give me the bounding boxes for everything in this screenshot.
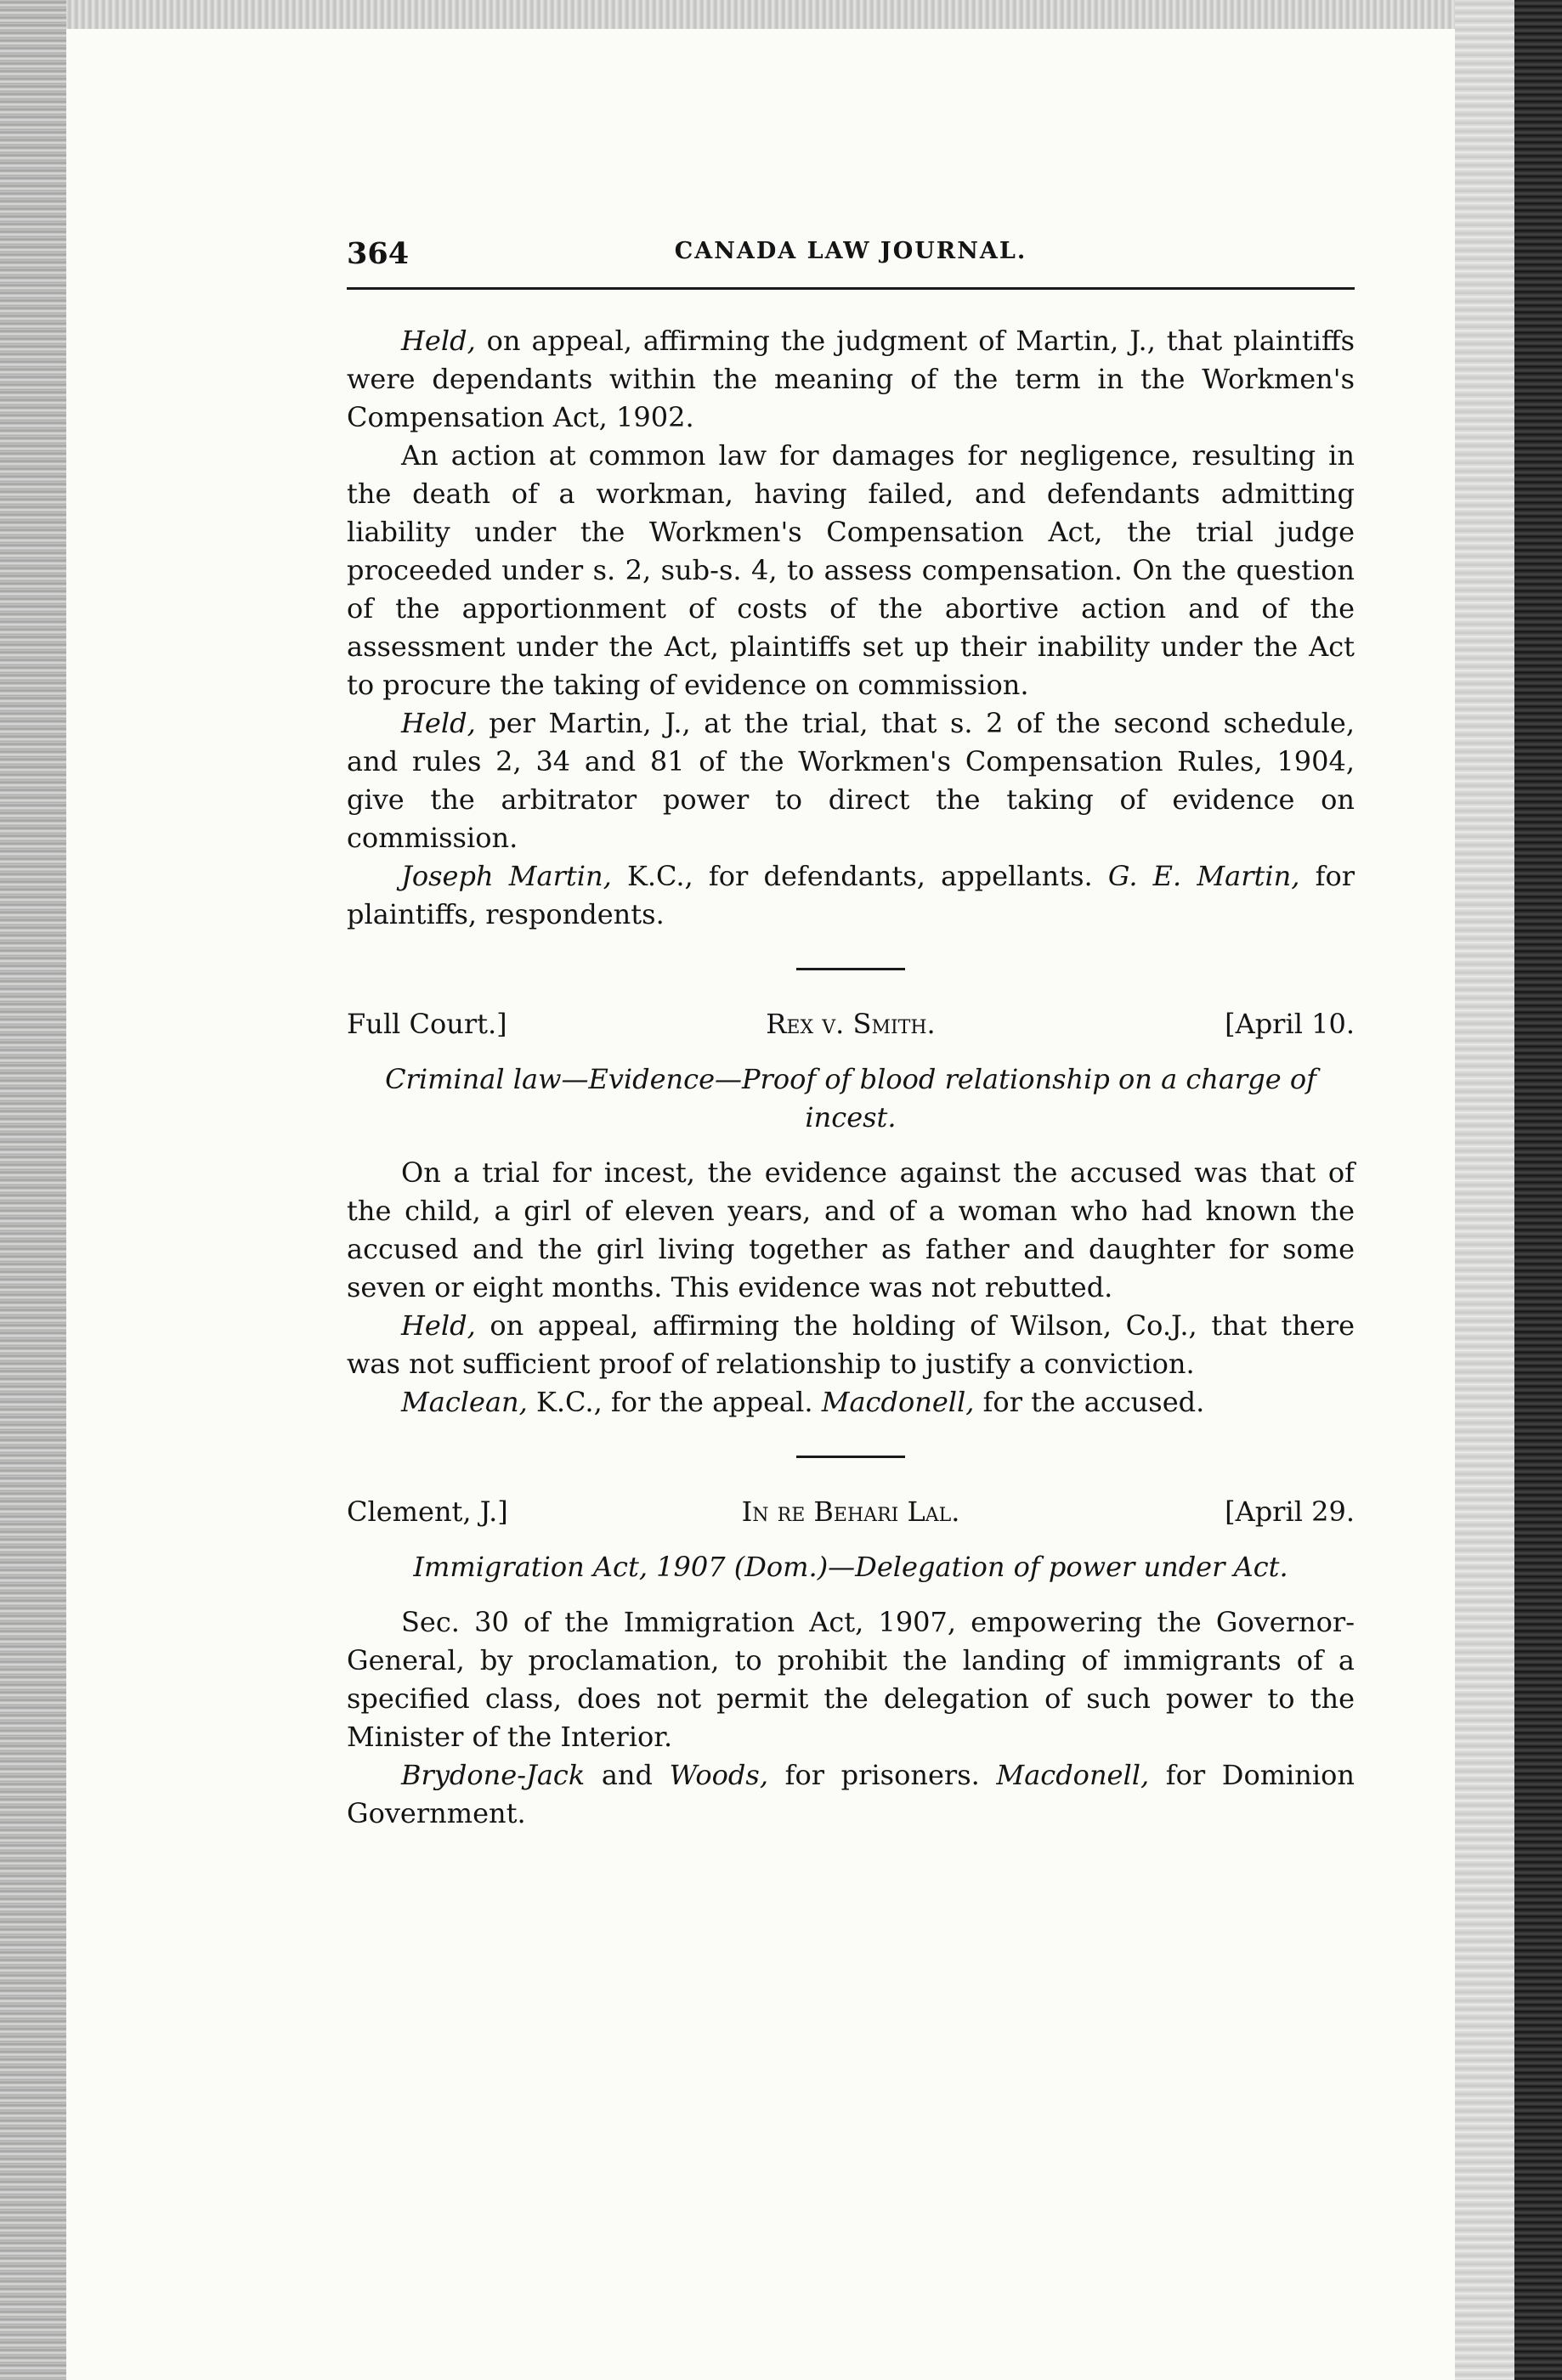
counsel-role: for the accused. [974,1386,1205,1418]
counsel-name: Woods, [669,1759,768,1791]
counsel-role: and [585,1759,670,1791]
counsel-paragraph [347,1383,1355,1422]
case-heading [347,1495,1355,1536]
counsel-paragraph [347,857,1355,934]
counsel-role: for Dominion Government. [347,1759,1355,1829]
counsel-name: Macdonell, [996,1759,1150,1791]
held-text: on appeal, affirming the judgment of Martin, J., that plaintiffs were dependants within the meaning of the term in the Workmen's Compensation Act, 1902. [347,325,1355,433]
page-content [347,236,1355,1833]
case-title: Rex v. Smith. [766,1008,936,1040]
counsel-name: Maclean, [401,1386,528,1418]
counsel-role: K.C., for defendants, appellants. [611,860,1108,892]
held-text: per Martin, J., at the trial, that s. 2 of the second schedule, and rules 2, 34 and 81 of the Workmen's Compensation Rules, 1904, give the arbitrator power to direct the taking of evidence on commission. [347,707,1355,854]
page-edge-right-shadow [1455,0,1514,2380]
case-date: [April 29. [1225,1495,1355,1528]
held-label: Held, [401,325,476,357]
counsel-paragraph [347,1756,1355,1833]
case-date: [April 10. [1225,1008,1355,1040]
page-edge-left-scan-noise [0,0,66,2380]
running-head [347,236,1355,290]
counsel-name: Macdonell, [821,1386,975,1418]
page-edge-right-binding [1514,0,1562,2380]
court-name: Clement, J.] [347,1495,508,1528]
held-paragraph-1 [347,322,1355,437]
body-paragraph: Sec. 30 of the Immigration Act, 1907, empowering the Governor-General, by proclamation, to prohibit the landing of immigrants of a specified class, does not permit the delegation of such power to the Minister of the Interior. [347,1606,1355,1753]
held-label: Held, [401,1309,476,1342]
held-paragraph-2 [347,704,1355,857]
counsel-name: Joseph Martin, [401,860,612,892]
case-heading [347,1008,1355,1049]
counsel-role: K.C., for the appeal. [527,1386,822,1418]
held-label: Held, [401,707,476,739]
counsel-name: G. E. Martin, [1107,860,1300,892]
case-catchwords: Immigration Act, 1907 (Dom.)—Delegation of power under Act. [413,1551,1288,1583]
counsel-name: Brydone-Jack [401,1759,586,1791]
journal-title: CANADA LAW JOURNAL. [674,238,1027,264]
page-number: 364 [347,236,410,271]
case-catchwords: Criminal law—Evidence—Proof of blood relationship on a charge of incest. [385,1063,1316,1133]
held-text: on appeal, affirming the holding of Wilson, Co.J., that there was not sufficient proof of relationship to justify a conviction. [347,1309,1355,1380]
case-title: In re Behari Lal. [741,1495,960,1528]
body-paragraph: An action at common law for damages for negligence, resulting in the death of a workman, having failed, and defendants admitting liability under the Workmen's Compensation Act, the trial judge proceeded under s. 2, sub-s. 4, to assess compensation. On the question of the apportionment of costs of the abortive action and of the assessment under the Act, plaintiffs set up their inability under the Act to procure the taking of evidence on commission. [347,439,1355,701]
page-edge-top-scan-noise [66,0,1455,29]
counsel-role: for plaintiffs, respondents. [347,860,1355,930]
court-name: Full Court.] [347,1008,507,1040]
body-paragraph: On a trial for incest, the evidence against the accused was that of the child, a girl of eleven years, and of a woman who had known the accused and the girl living together as father and daughter for some seven or eight months. This evidence was not rebutted. [347,1156,1355,1303]
held-paragraph [347,1307,1355,1383]
counsel-role: for prisoners. [767,1759,997,1791]
